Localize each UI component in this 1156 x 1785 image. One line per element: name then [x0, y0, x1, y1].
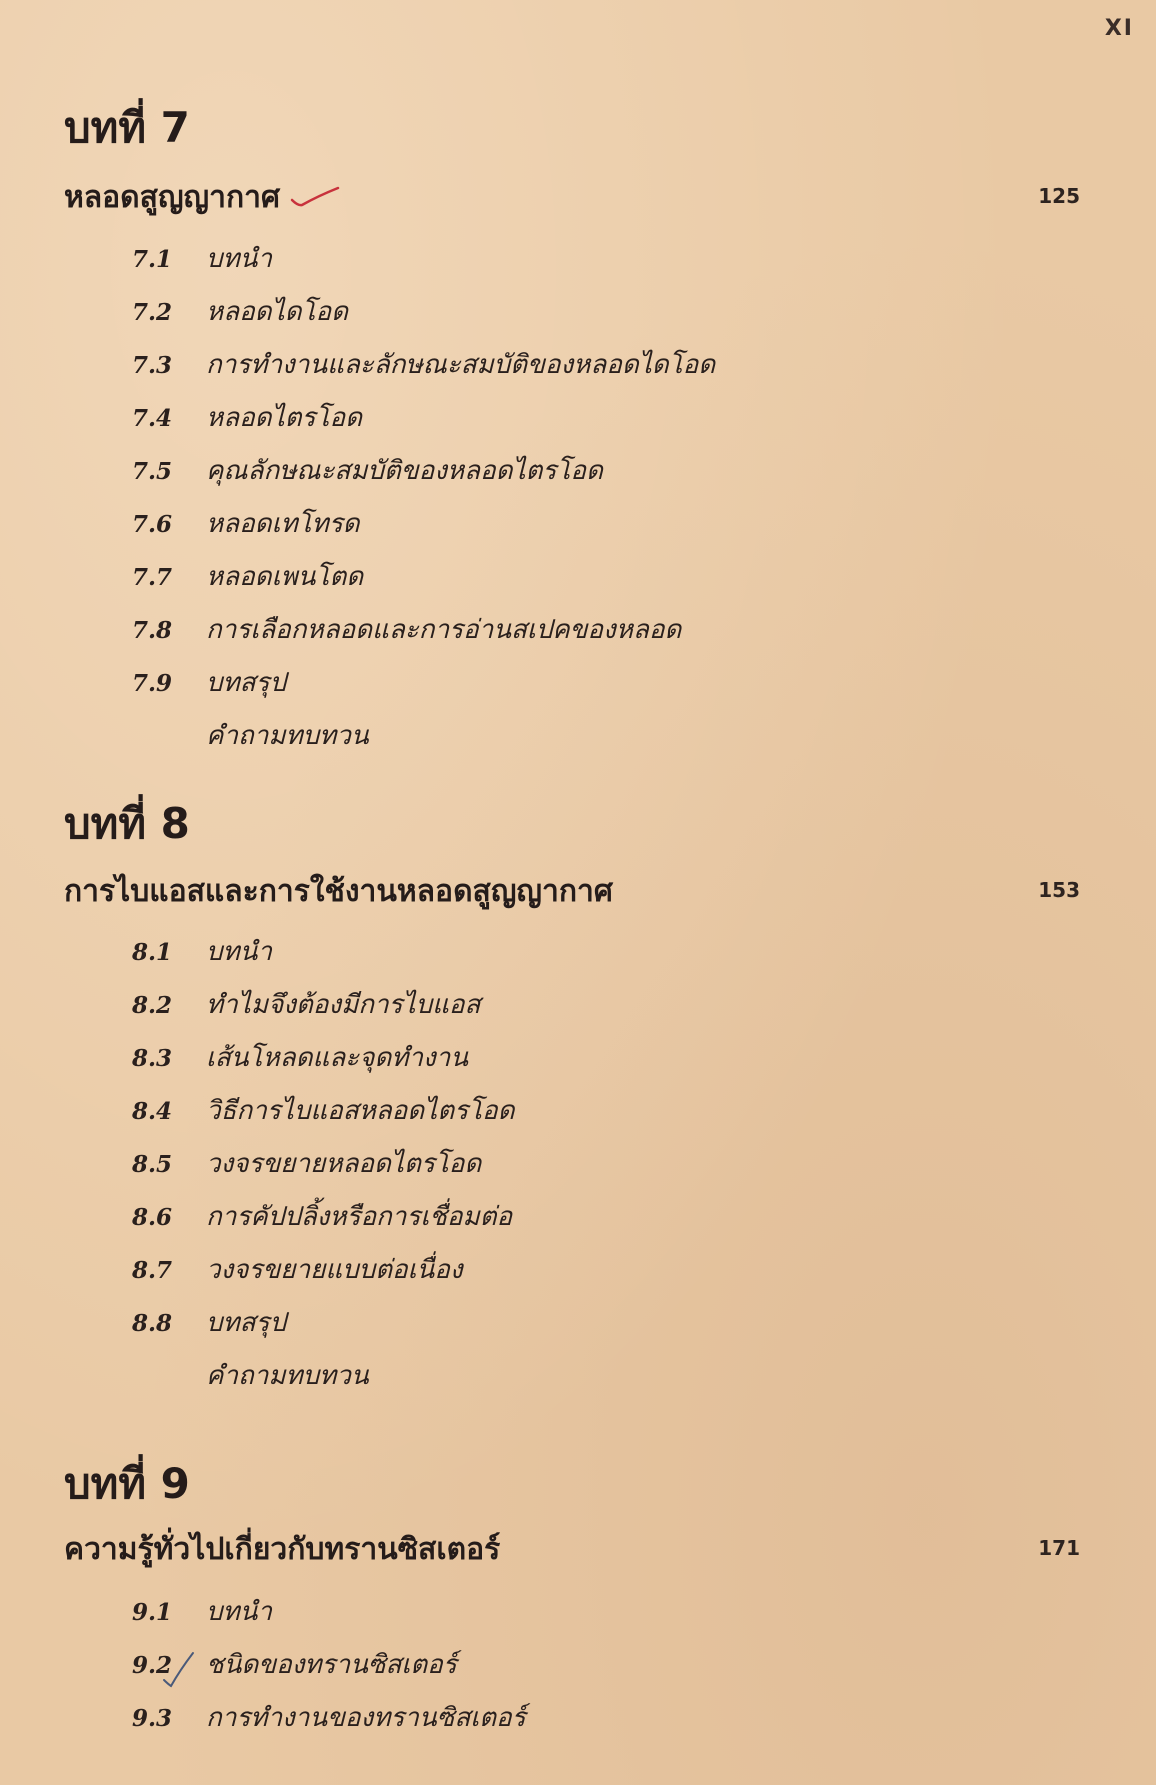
section-item	[132, 498, 715, 551]
section-title: การทำงานและลักษณะสมบัติของหลอดไดโอด	[206, 350, 716, 380]
section-title: หลอดเทโทรด	[206, 509, 360, 539]
section-title: บทนำ	[206, 1597, 273, 1627]
chapter-page-number: 125	[1038, 184, 1080, 208]
chapter-subtitle: การไบแอสและการใช้งานหลอดสูญญากาศ	[64, 874, 613, 909]
chapter-title: บทที่ 8	[64, 799, 190, 848]
section-title: คุณลักษณะสมบัติของหลอดไตรโอด	[206, 456, 603, 486]
section-number: 7.7	[132, 564, 173, 591]
section-title: บทนำ	[206, 937, 273, 967]
section-title: เส้นโหลดและจุดทำงาน	[206, 1043, 469, 1073]
section-number: 7.4	[132, 405, 173, 432]
section-item	[132, 1085, 515, 1138]
section-title: ทำไมจึงต้องมีการไบแอส	[206, 990, 481, 1020]
section-item	[132, 1244, 515, 1297]
section-title: การคัปปลิ้งหรือการเชื่อมต่อ	[206, 1202, 513, 1232]
section-item	[132, 339, 715, 392]
section-item	[132, 604, 715, 657]
chapter-title: บทที่ 7	[64, 103, 190, 152]
section-number: 7.2	[132, 299, 173, 326]
section-item	[132, 392, 715, 445]
section-title: หลอดเพนโตด	[206, 562, 364, 592]
section-number: 8.1	[132, 939, 173, 966]
chapter-title: บทที่ 9	[64, 1459, 190, 1508]
section-number: 8.2	[132, 992, 173, 1019]
section-item	[132, 1297, 515, 1350]
section-title: การทำงานของทรานซิสเตอร์	[206, 1703, 526, 1733]
section-item	[132, 286, 715, 339]
section-number: 7.9	[132, 670, 173, 697]
section-list	[132, 926, 515, 1403]
section-number: 7.5	[132, 458, 173, 485]
chapter-page-number: 153	[1038, 878, 1080, 902]
section-item	[132, 551, 715, 604]
section-number: 7.6	[132, 511, 173, 538]
section-number: 9.2	[132, 1652, 173, 1679]
section-title: วงจรขยายแบบต่อเนื่อง	[206, 1255, 463, 1285]
chapter-page-number: 171	[1038, 1536, 1080, 1560]
section-item	[132, 657, 715, 710]
section-number: 9.1	[132, 1599, 173, 1626]
section-item	[132, 1191, 515, 1244]
section-number: 9.3	[132, 1705, 173, 1732]
section-number: 7.1	[132, 246, 173, 273]
section-title: หลอดไดโอด	[206, 297, 348, 327]
section-item	[132, 445, 715, 498]
section-item	[132, 979, 515, 1032]
section-number: 8.5	[132, 1151, 173, 1178]
chapter-subtitle: ความรู้ทั่วไปเกี่ยวกับทรานซิสเตอร์	[64, 1532, 501, 1567]
section-title: วงจรขยายหลอดไตรโอด	[206, 1149, 482, 1179]
section-number: 8.7	[132, 1257, 173, 1284]
section-number: 8.3	[132, 1045, 173, 1072]
section-list	[132, 233, 715, 763]
section-number: 7.3	[132, 352, 173, 379]
section-title: หลอดไตรโอด	[206, 403, 362, 433]
chapter-subtitle: หลอดสูญญากาศ	[64, 180, 280, 215]
section-title: บทสรุป	[206, 1308, 286, 1338]
section-number: 8.6	[132, 1204, 173, 1231]
section-item	[132, 1692, 526, 1745]
page-number: XI	[1104, 16, 1134, 41]
section-number: 7.8	[132, 617, 173, 644]
section-number: 8.8	[132, 1310, 173, 1337]
section-item	[132, 233, 715, 286]
review-questions: คำถามทบทวน	[206, 721, 369, 751]
pencil-check-mark-icon	[162, 1650, 196, 1690]
section-title: บทนำ	[206, 244, 273, 274]
red-check-mark-icon	[290, 186, 342, 210]
section-item	[132, 1032, 515, 1085]
section-title: ชนิดของทรานซิสเตอร์	[206, 1650, 457, 1680]
section-number: 8.4	[132, 1098, 173, 1125]
section-item	[132, 1138, 515, 1191]
section-title: บทสรุป	[206, 668, 286, 698]
section-title: วิธีการไบแอสหลอดไตรโอด	[206, 1096, 515, 1126]
section-item	[132, 926, 515, 979]
section-item	[132, 1586, 526, 1639]
review-questions: คำถามทบทวน	[206, 1361, 369, 1391]
section-title: การเลือกหลอดและการอ่านสเปคของหลอด	[206, 615, 682, 645]
